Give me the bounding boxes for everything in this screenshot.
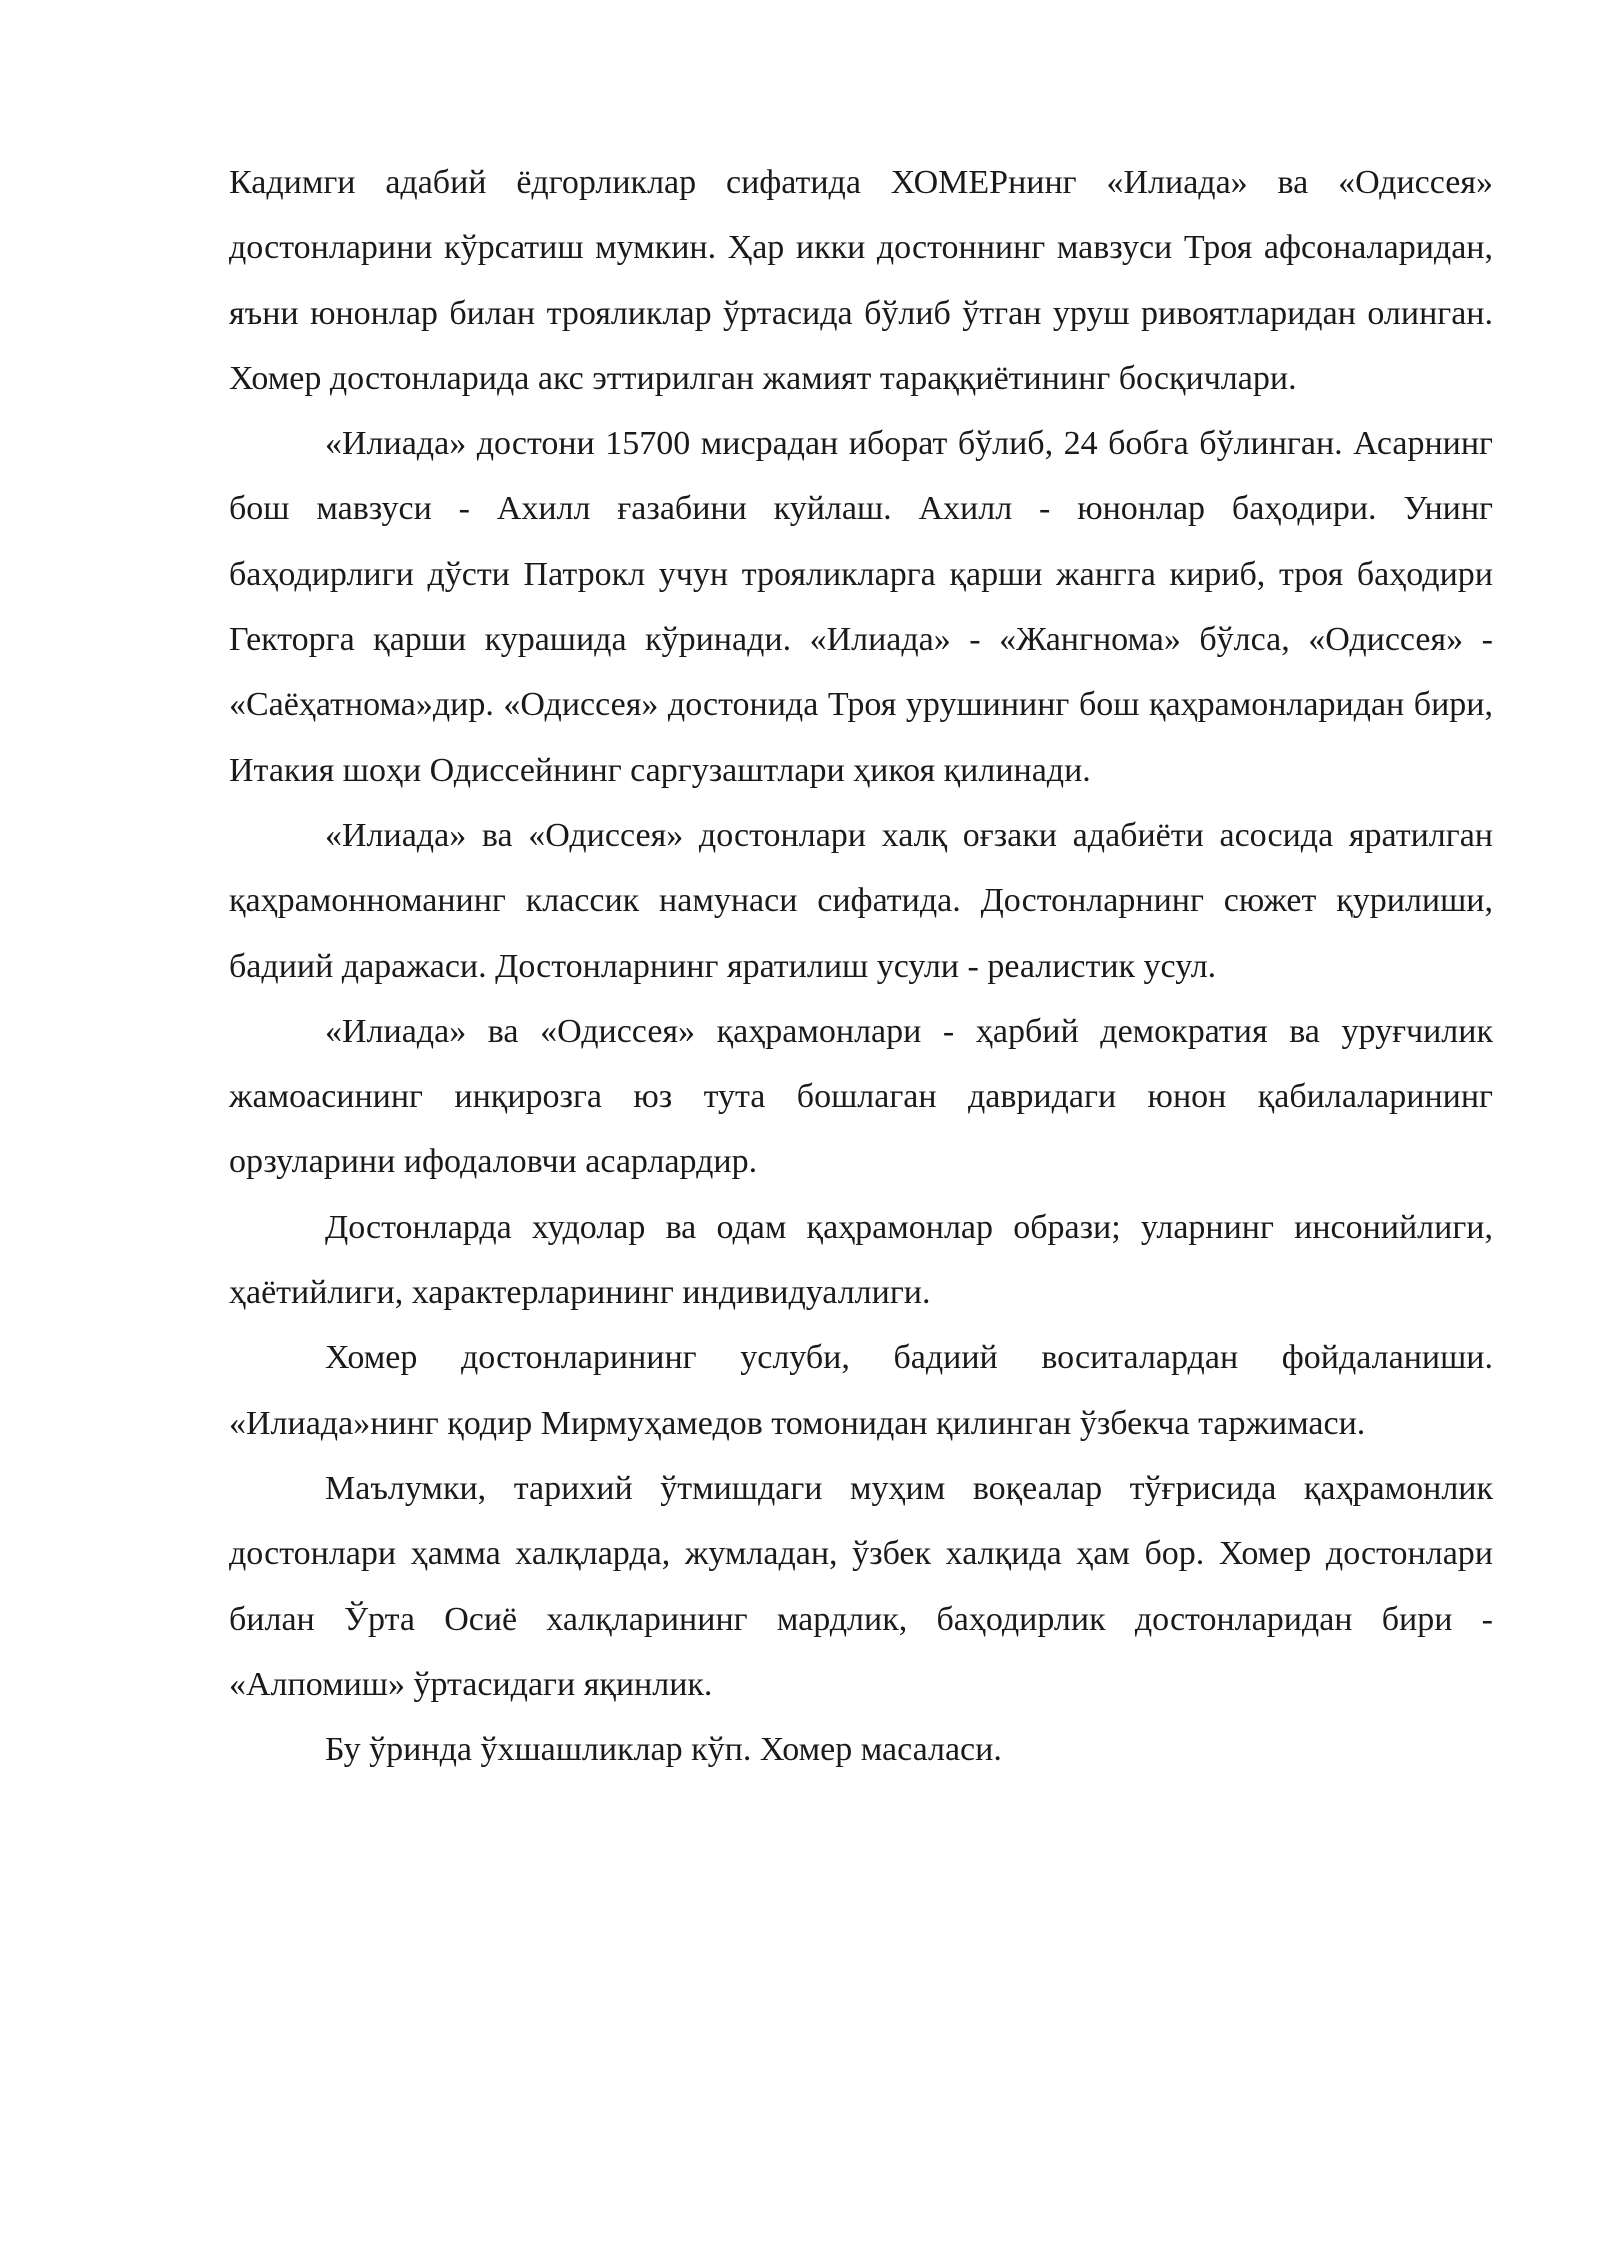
paragraph-alpomish: Маълумки, тарихий ўтмишдаги муҳим воқеалар тўғрисида қаҳрамонлик достонлари ҳамма халқларда, жумладан, ўзбек халқида ҳам бор. Хомер достонлари билан Ўрта Осиё халқларининг мардлик, баҳодирлик достонларидан бири - «Алпомиш» ўртасидаги яқинлик.	[229, 1469, 1493, 1703]
paragraph-heroic-epic: «Илиада» ва «Одиссея» достонлари халқ оғзаки адабиёти асосида яратилган қаҳрамонноманинг классик намунаси сифатида. Достонларнинг сюжет қурилиши, бадиий даражаси. Достонларнинг яратилиш усули - реалистик усул.	[229, 816, 1493, 985]
document-page	[229, 150, 1493, 1782]
paragraph-gods-and-heroes: Достонларда худолар ва одам қаҳрамонлар образи; уларнинг инсонийлиги, ҳаётийлиги, характерларининг индивидуаллиги.	[229, 1208, 1493, 1312]
paragraph-homer-question: Бу ўринда ўхшашликлар кўп. Хомер масаласи.	[325, 1731, 1002, 1769]
paragraph-iliad-structure: «Илиада» достони 15700 мисрадан иборат бўлиб, 24 бобга бўлинган. Асарнинг бош мавзуси - Ахилл ғазабини куйлаш. Ахилл - юнонлар баҳодири. Унинг баҳодирлиги дўсти Патрокл учун трояликларга қарши жангга кириб, троя баҳодири Гекторга қарши курашида кўринади. «Илиада» - «Жангнома» бўлса, «Одиссея» - «Саёҳатнома»дир. «Одиссея» достонида Троя урушининг бош қаҳрамонларидан бири, Итакия шоҳи Одиссейнинг саргузаштлари ҳикоя қилинади.	[229, 425, 1493, 789]
paragraph-intro: Кадимги адабий ёдгорликлар сифатида ХОМЕРнинг «Илиада» ва «Одиссея» достонларини кўрсатиш мумкин. Ҳар икки достоннинг мавзуси Троя афсоналаридан, яъни юнонлар билан трояликлар ўртасида бўлиб ўтган уруш ривоятларидан олинган. Хомер достонларида акс эттирилган жамият тараққиётининг босқичлари.	[229, 164, 1493, 397]
paragraph-style-translation: Хомер достонларининг услуби, бадиий воситалардан фойдаланиши. «Илиада»нинг қодир Мирмуҳамедов томонидан қилинган ўзбекча таржимаси.	[229, 1339, 1493, 1442]
paragraph-military-democracy: «Илиада» ва «Одиссея» қаҳрамонлари - ҳарбий демократия ва уруғчилик жамоасининг инқирозга юз тута бошлаган давридаги юнон қабилаларининг орзуларини ифодаловчи асарлардир.	[229, 1012, 1493, 1181]
